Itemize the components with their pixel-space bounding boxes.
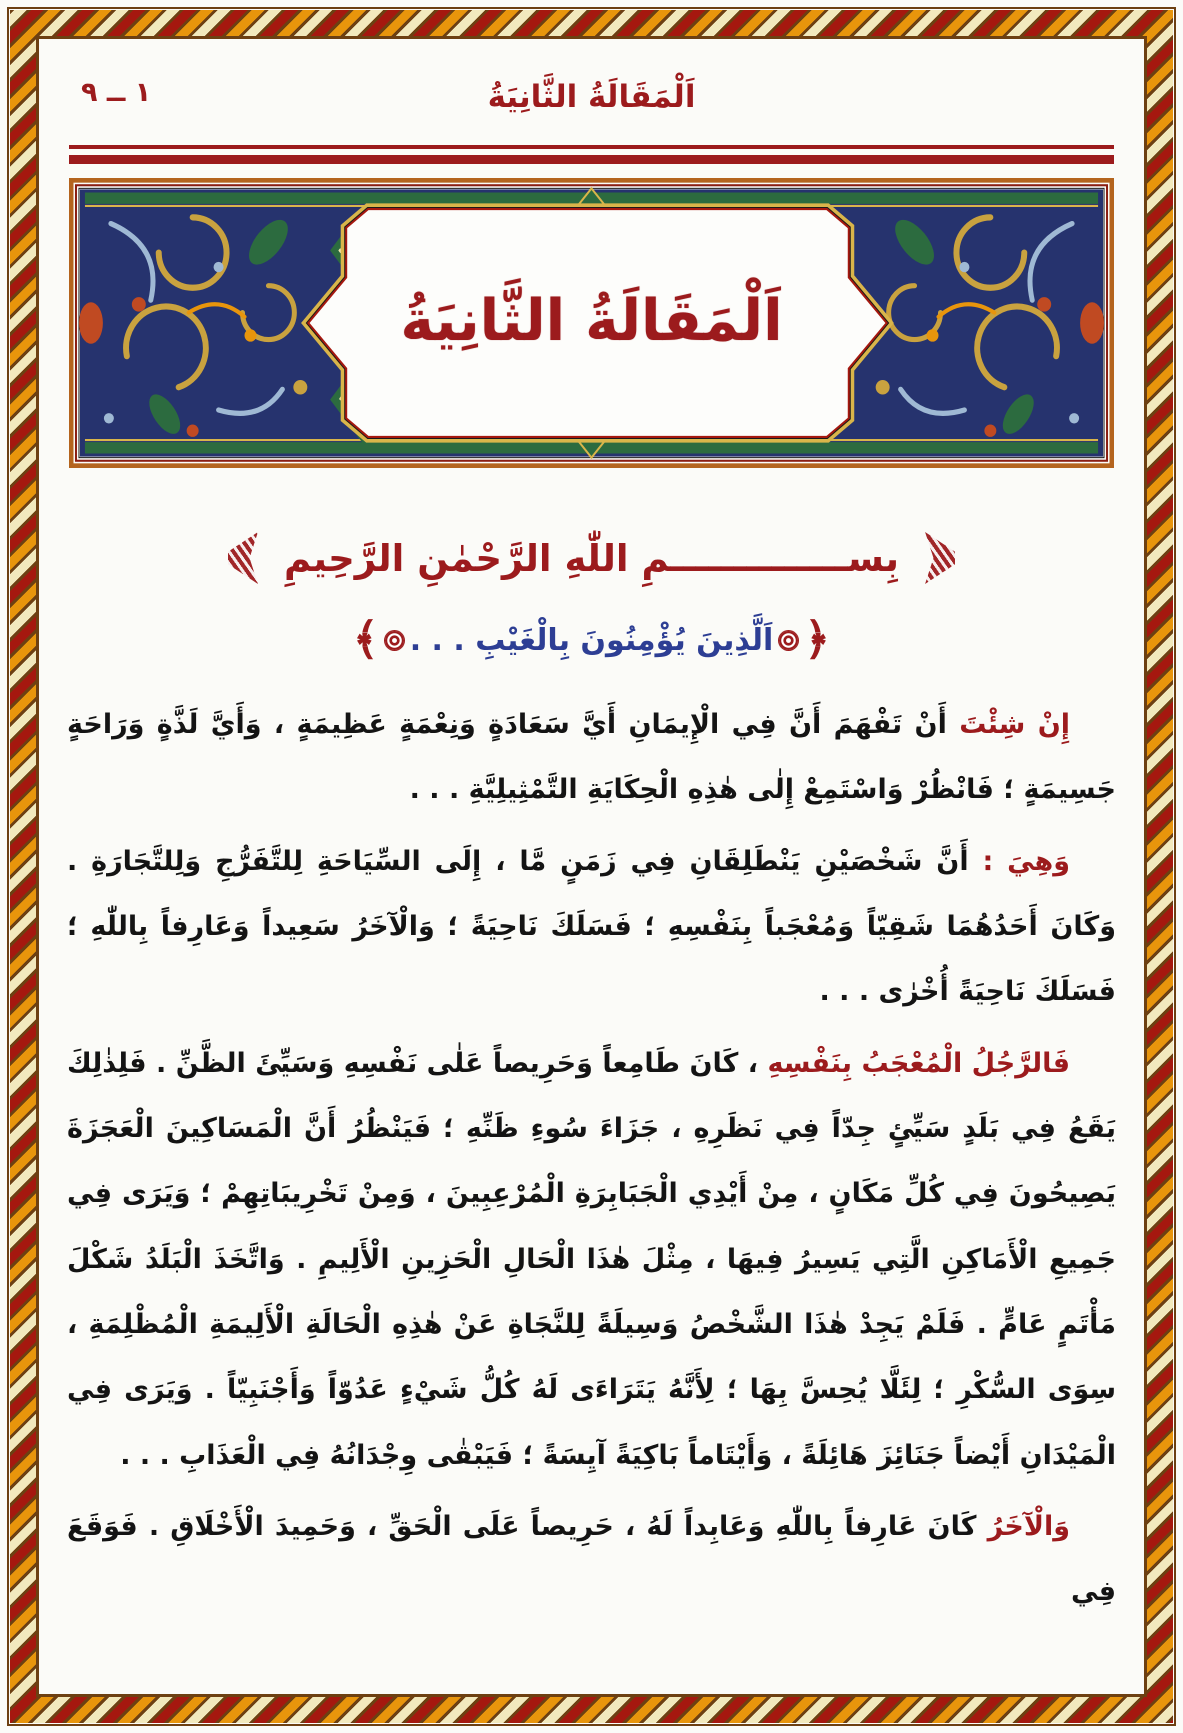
rosette-icon: [385, 631, 404, 650]
verse-row: [67, 614, 1116, 665]
basmala-text: بِســــــــــــــمِ اللّٰهِ الرَّحْمٰنِ الرَّحِيمِ: [283, 536, 900, 580]
paragraph-lead: إِنْ شِئْتَ: [959, 709, 1071, 740]
header-rule-thick: [69, 155, 1114, 164]
rosette-icon: [779, 631, 798, 650]
floral-sprig-icon: [228, 532, 258, 584]
verse-text: اَلَّذِينَ يُؤْمِنُونَ بِالْغَيْبِ . . .: [409, 622, 774, 658]
header-rules: [69, 145, 1114, 164]
page-border-chain-pattern: [10, 10, 1173, 1723]
paragraph-body: أَنْ تَفْهَمَ أَنَّ فِي الْإِيمَانِ أَيَّ سَعَادَةٍ وَنِعْمَةٍ عَظِيمَةٍ ، وَأَيَّ لَذَّةٍ وَرَاحَةٍ جَسِيمَةٍ ؛ فَانْظُرْ وَاسْتَمِعْ إِلٰى هٰذِهِ الْحِكَايَةِ التَّمْثِيلِيَّةِ . . .: [67, 709, 1116, 806]
page-number-range: ١ ــ ٩: [81, 77, 152, 108]
page-border-outer-line: [7, 7, 1176, 1726]
paragraph-body: ، كَانَ طَامِعاً وَحَرِيصاً عَلٰى نَفْسِهِ وَسَيِّئَ الظَّنِّ . فَلِذٰلِكَ يَقَعُ فِي بَلَدٍ سَيِّئٍ جِدّاً فِي نَظَرِهِ ، جَزَاءَ سُوءِ ظَنِّهِ ؛ فَيَنْظُرُ أَنَّ الْمَسَاكِينَ الْعَجَزَةَ يَصِيحُونَ فِي كُلِّ مَكَانٍ ، مِنْ أَيْدِي الْجَبَابِرَةِ الْمُرْعِبِينَ ، وَمِنْ تَخْرِيبَاتِهِمْ ؛ وَيَرَى فِي جَمِيعِ الْأَمَاكِنِ الَّتِي يَسِيرُ فِيهَا ، مِثْلَ هٰذَا الْحَالِ الْحَزِينِ الْأَلِيمِ . وَاتَّخَذَ الْبَلَدُ شَكْلَ مَأْتَمٍ عَامٍّ . فَلَمْ يَجِدْ هٰذَا الشَّخْصُ وَسِيلَةً لِلنَّجَاةِ عَنْ هٰذِهِ الْحَالَةِ الْأَلِيمَةِ الْمُظْلِمَةِ ، سِوَى السُّكْرِ ؛ لِئَلَّا يُحِسَّ بِهَا ؛ لِأَنَّهُ يَتَرَاءَى لَهُ كُلُّ شَيْءٍ عَدُوّاً وَأَجْنَبِيّاً . وَيَرَى فِي الْمَيْدَانِ أَيْضاً جَنَائِزَ هَائِلَةً ، وَأَيْتَاماً بَاكِيَةً آيِسَةً ؛ فَيَبْقٰى وِجْدَانُهُ فِي الْعَذَابِ . . .: [67, 1047, 1116, 1471]
header-rule-thin: [69, 145, 1114, 149]
body-text: [67, 692, 1116, 1625]
running-title: اَلْمَقَالَةُ الثَّانِيَةُ: [487, 79, 696, 115]
paragraph-body: كَانَ عَارِفاً بِاللّٰهِ وَعَابِداً لَهُ ، حَرِيصاً عَلَى الْحَقِّ ، وَحَمِيدَ الْأَخْلَاقِ . فَوَقَعَ فِي: [67, 1510, 1116, 1608]
basmala-row: [67, 532, 1116, 584]
paragraph-lead: وَهِيَ :: [982, 845, 1070, 877]
paragraph-lead: فَالرَّجُلُ الْمُعْجَبُ بِنَفْسِهِ: [767, 1047, 1070, 1079]
page-content: [39, 39, 1144, 1694]
page-border-inner-line: [36, 36, 1147, 1697]
paragraph-body: أَنَّ شَخْصَيْنِ يَنْطَلِقَانِ فِي زَمَنٍ مَّا ، إِلَى السِّيَاحَةِ لِلتَّفَرُّجِ وَلِلتَّجَارَةِ . وَكَانَ أَحَدُهُمَا شَقِيّاً وَمُعْجَباً بِنَفْسِهِ ؛ فَسَلَكَ نَاحِيَةً ؛ وَالْآخَرُ سَعِيداً وَعَارِفاً بِاللّٰهِ ؛ فَسَلَكَ نَاحِيَةً أُخْرٰى . . .: [67, 845, 1116, 1008]
running-head: [67, 59, 1116, 135]
ornate-bracket-open-icon: ﴿: [804, 614, 831, 665]
paragraph-lead: وَالْآخَرُ: [987, 1510, 1070, 1542]
paragraph: [67, 829, 1116, 1025]
paragraph: [67, 1031, 1116, 1488]
ornate-bracket-close-icon: ﴾: [352, 614, 379, 665]
chapter-title: اَلْمَقَالَةُ الثَّانِيَةُ: [400, 288, 783, 354]
floral-sprig-icon: [925, 532, 955, 584]
illuminated-title-panel: [69, 178, 1114, 468]
paragraph: [67, 692, 1116, 823]
paragraph: [67, 1494, 1116, 1625]
